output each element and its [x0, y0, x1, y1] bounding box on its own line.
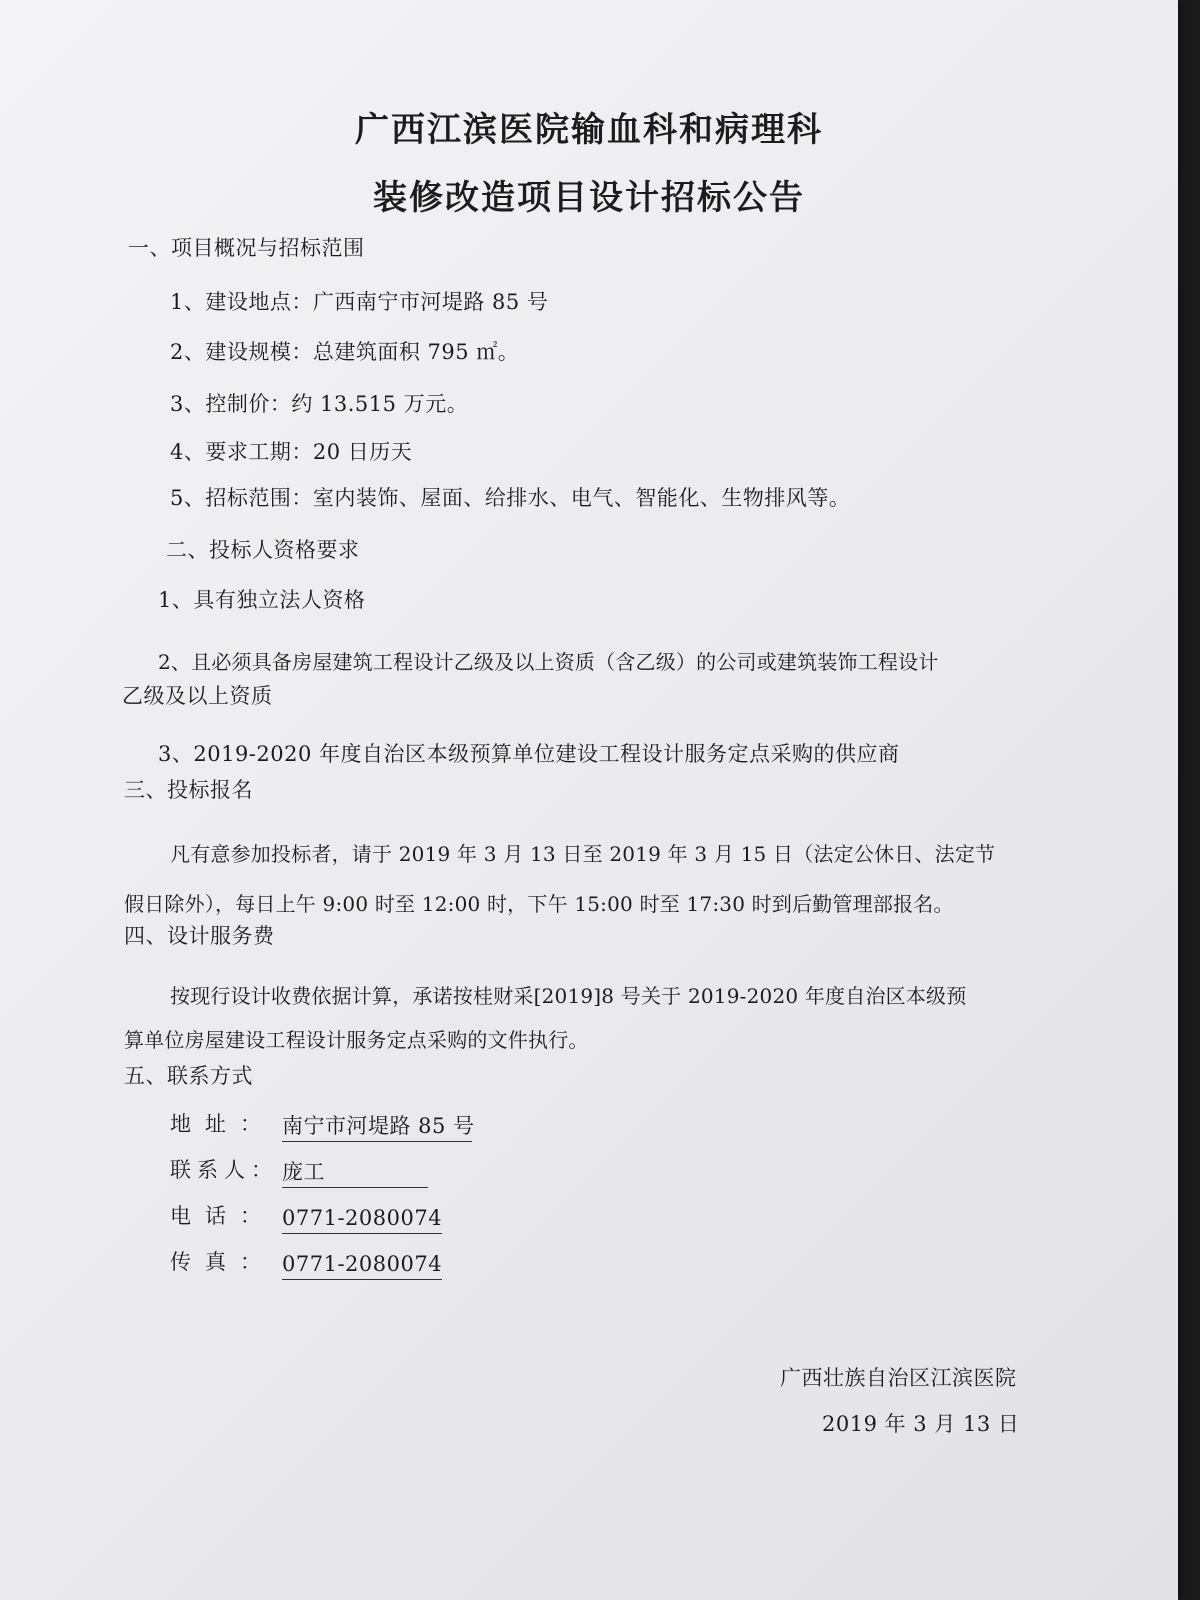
- section-3-heading: 三、投标报名: [124, 778, 253, 802]
- phone-value: 0771-2080074: [282, 1206, 442, 1234]
- section-1-item: 1、建设地点：广西南宁市河堤路 85 号: [170, 290, 549, 314]
- section-1-heading: 一、项目概况与招标范围: [128, 236, 365, 260]
- fax-value: 0771-2080074: [282, 1252, 442, 1280]
- section-2-item: 2、且必须具备房屋建筑工程设计乙级及以上资质（含乙级）的公司或建筑装饰工程设计: [158, 650, 939, 674]
- section-1-item: 4、要求工期：20 日历天: [170, 440, 413, 464]
- section-2-heading: 二、投标人资格要求: [166, 538, 360, 562]
- section-1-item: 5、招标范围：室内装饰、屋面、给排水、电气、智能化、生物排风等。: [170, 486, 851, 510]
- issuer-name: 广西壮族自治区江滨医院: [780, 1366, 1017, 1390]
- address-label: 地址：: [170, 1112, 275, 1136]
- title-line-1: 广西江滨医院输血科和病理科: [355, 110, 823, 150]
- contact-value: 庞工: [282, 1160, 428, 1188]
- address-value: 南宁市河堤路 85 号: [282, 1114, 472, 1142]
- section-1-item: 2、建设规模：总建筑面积 795 ㎡。: [170, 340, 520, 364]
- section-3-paragraph: 假日除外），每日上午 9:00 时至 12:00 时，下午 15:00 时至 17:30 时到后勤管理部报名。: [124, 892, 954, 916]
- section-1-item: 3、控制价：约 13.515 万元。: [170, 392, 469, 416]
- issue-date: 2019 年 3 月 13 日: [822, 1412, 1020, 1436]
- section-5-heading: 五、联系方式: [124, 1064, 253, 1088]
- section-4-paragraph: 按现行设计收费依据计算，承诺按桂财采[2019]8 号关于 2019-2020 年度自治区本级预: [170, 984, 967, 1008]
- section-3-paragraph: 凡有意参加投标者，请于 2019 年 3 月 13 日至 2019 年 3 月 15 日（法定公休日、法定节: [170, 842, 996, 866]
- title-line-2: 装修改造项目设计招标公告: [373, 178, 805, 218]
- section-4-heading: 四、设计服务费: [124, 924, 275, 948]
- phone-label: 电话：: [170, 1204, 275, 1228]
- section-2-item-continued: 乙级及以上资质: [122, 684, 273, 708]
- contact-label: 联系人：: [170, 1158, 278, 1182]
- section-4-paragraph: 算单位房屋建设工程设计服务定点采购的文件执行。: [124, 1028, 589, 1052]
- section-2-item: 1、具有独立法人资格: [158, 588, 366, 612]
- fax-label: 传真：: [170, 1250, 275, 1274]
- section-2-item: 3、2019-2020 年度自治区本级预算单位建设工程设计服务定点采购的供应商: [158, 742, 900, 766]
